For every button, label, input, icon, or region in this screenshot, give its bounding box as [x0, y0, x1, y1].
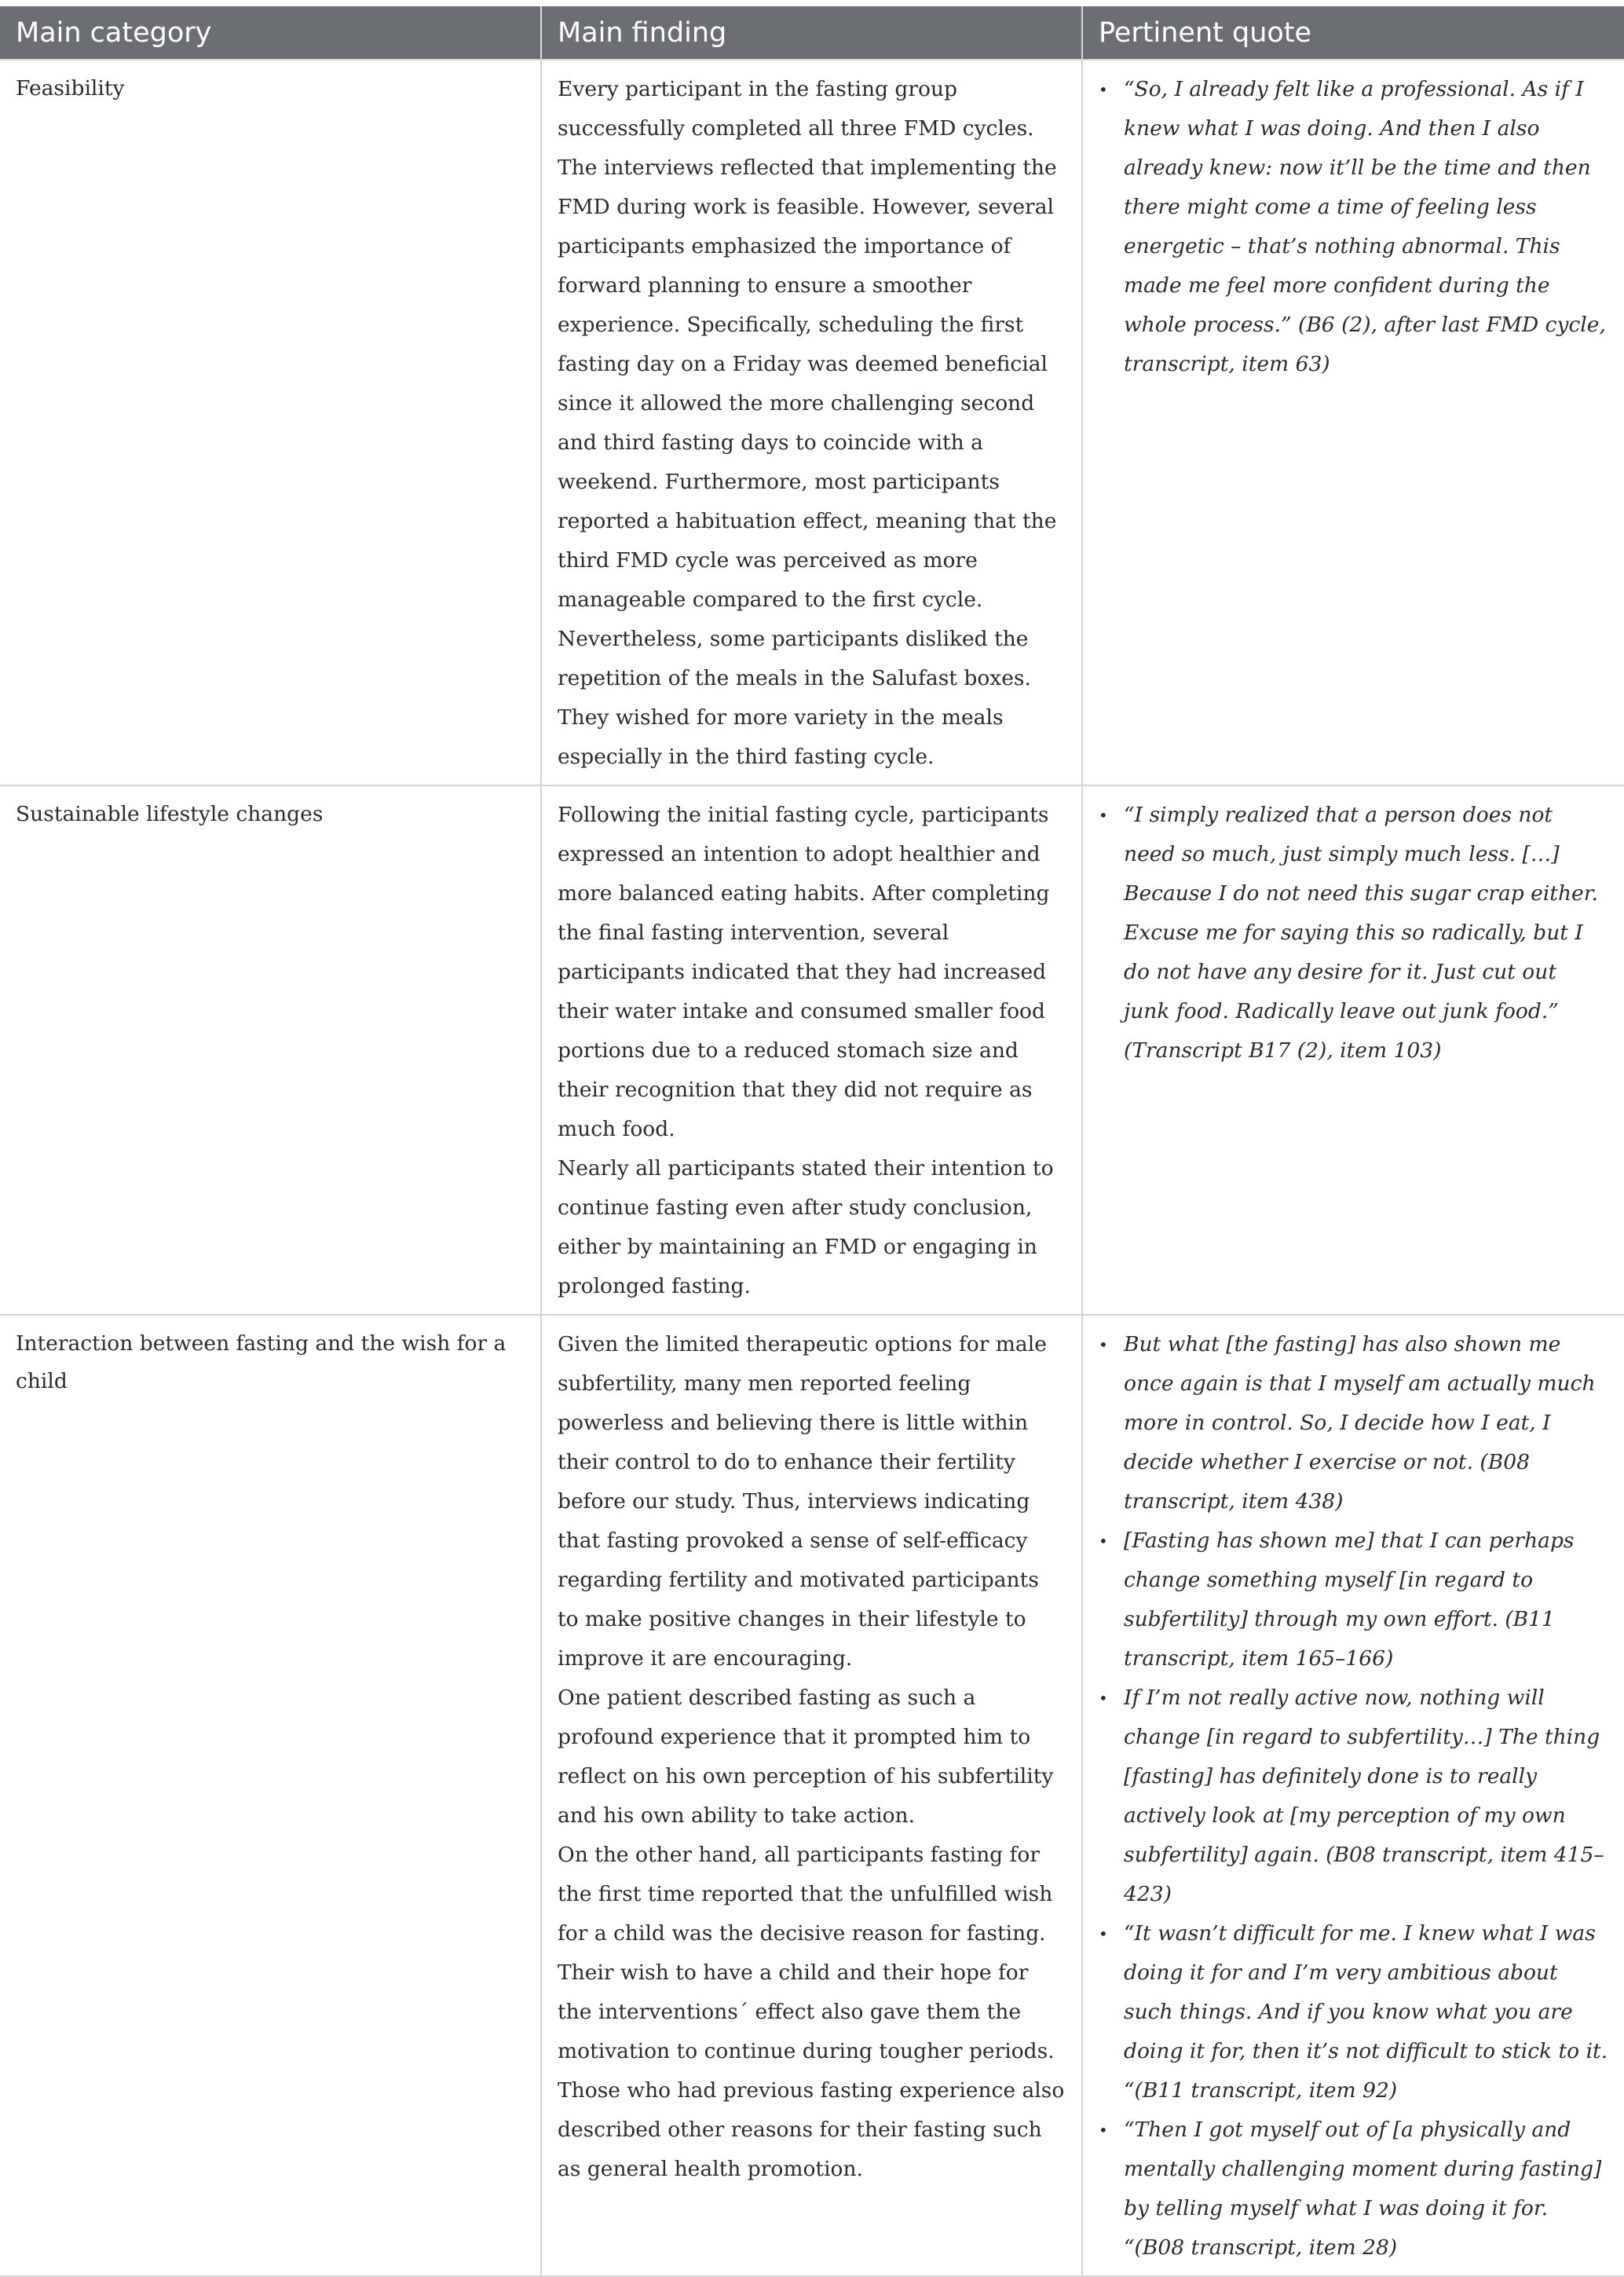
table-header [0, 6, 1624, 60]
finding-cell [541, 1315, 1082, 2276]
quote-list [1099, 70, 1608, 384]
bullet-icon: • [1099, 1532, 1108, 1550]
finding-paragraph: Every participant in the fasting group successfully completed all three FMD cycles. The interviews reflected that implementing the FMD during work is feasible. However, several participants emphasized the importance of forward planning to ensure a smoother experience. Specifically, scheduling the first fasting day on a Friday was deemed beneficial since it allowed the more challenging second and third fasting days to coincide with a weekend. Furthermore, most participants reported a habituation effect, meaning that the third FMD cycle was perceived as more manageable compared to the first cycle. [558, 77, 1057, 612]
finding-paragraph: Nevertheless, some participants disliked the repetition of the meals in the Salufast boxes. They wished for more variety in the meals especially in the third fasting cycle. [558, 627, 1031, 769]
finding-cell [541, 785, 1082, 1315]
table-row [0, 785, 1624, 1315]
quote-list [1099, 1325, 1608, 2268]
finding-paragraph: Those who had previous fasting experience also described other reasons for their fasting such as general health promotion. [558, 2078, 1065, 2181]
finding-paragraph: Their wish to have a child and their hope for the interventions´ effect also gave them the motivation to continue during tougher periods. [558, 1960, 1055, 2063]
finding-paragraph: Nearly all participants stated their intention to continue fasting even after study conclusion, either by maintaining an FMD or engaging in prolonged fasting. [558, 1156, 1054, 1298]
table-row [0, 60, 1624, 785]
quote-item [1099, 1325, 1608, 1521]
category-cell: Sustainable lifestyle changes [0, 785, 541, 1315]
quote-text: But what [the fasting] has also shown me once again is that I myself am actually much more in control. So, I decide how I eat, I decide whether I exercise or not. (B08 transcript, item 438) [1124, 1332, 1596, 1514]
quote-text: “So, I already felt like a professional. As if I knew what I was doing. And then I also already knew: now it’ll be the time and then there might come a time of feeling less energetic – that’s nothing abnormal. This made me feel more confident during the whole process.” (B6 (2), after last FMD cycle, transcript, item 63) [1124, 77, 1606, 376]
bullet-icon: • [1099, 1689, 1108, 1708]
finding-paragraph: Following the initial fasting cycle, participants expressed an intention to adopt healthier and more balanced eating habits. After completing the final fasting intervention, several participants indicated that they had increased their water intake and consumed smaller food portions due to a reduced stomach size and their recognition that they did not require as much food. [558, 803, 1050, 1141]
table-body [0, 60, 1624, 2276]
bullet-icon: • [1099, 2121, 1108, 2140]
finding-cell [541, 60, 1082, 785]
quote-text: If I’m not really active now, nothing will change [in regard to subfertility…] The thing [fasting] has definitely done is to really actively look at [my perception of my own subfertility] again. (B08 transcript, item 415–423) [1124, 1686, 1604, 1906]
header-row [0, 6, 1624, 60]
table-row [0, 1315, 1624, 2276]
quote-cell [1082, 1315, 1624, 2276]
header-pertinent-quote: Pertinent quote [1082, 6, 1624, 60]
quote-item [1099, 1914, 1608, 2110]
quote-item [1099, 2110, 1608, 2268]
header-main-category: Main category [0, 6, 541, 60]
bullet-icon: • [1099, 806, 1108, 825]
quote-item [1099, 1521, 1608, 1678]
category-cell: Interaction between fasting and the wish for a child [0, 1315, 541, 2276]
bullet-icon: • [1099, 80, 1108, 99]
header-main-finding: Main finding [541, 6, 1082, 60]
finding-paragraph: One patient described fasting as such a profound experience that it prompted him to reflect on his own perception of his subfertility and his own ability to take action. [558, 1686, 1054, 1828]
quote-text: “I simply realized that a person does not need so much, just simply much less. […] Because I do not need this sugar crap either. Excuse me for saying this so radically, but I do not have any desire for it. Just cut out junk food. Radically leave out junk food.” (Transcript B17 (2), item 103) [1124, 803, 1598, 1063]
quote-item [1099, 1678, 1608, 1914]
category-cell: Feasibility [0, 60, 541, 785]
finding-paragraph: Given the limited therapeutic options for male subfertility, many men reported feeling powerless and believing there is little within their control to do to enhance their fertility before our study. Thus, interviews indicating that fasting provoked a sense of self-efficacy regarding fertility and motivated participants to make positive changes in their lifestyle to improve it are encouraging. [558, 1332, 1047, 1671]
bullet-icon: • [1099, 1335, 1108, 1354]
finding-paragraph: On the other hand, all participants fasting for the first time reported that the unfulfilled wish for a child was the decisive reason for fasting. [558, 1843, 1053, 1946]
quote-text: “Then I got myself out of [a physically and mentally challenging moment during fasting] by telling myself what I was doing it for. “(B08 transcript, item 28) [1124, 2118, 1602, 2260]
quote-item [1099, 70, 1608, 384]
quote-text: “It wasn’t difficult for me. I knew what I was doing it for and I’m very ambitious about such things. And if you know what you are doing it for, then it’s not difficult to stick to it. “(B11 transcript, item 92) [1124, 1921, 1608, 2103]
quote-list [1099, 796, 1608, 1071]
bullet-icon: • [1099, 1924, 1108, 1943]
quote-item [1099, 796, 1608, 1071]
quote-cell [1082, 60, 1624, 785]
quote-text: [Fasting has shown me] that I can perhaps change something myself [in regard to subfertility] through my own effort. (B11 transcript, item 165–166) [1124, 1528, 1575, 1671]
quote-cell [1082, 785, 1624, 1315]
findings-table [0, 6, 1624, 2277]
